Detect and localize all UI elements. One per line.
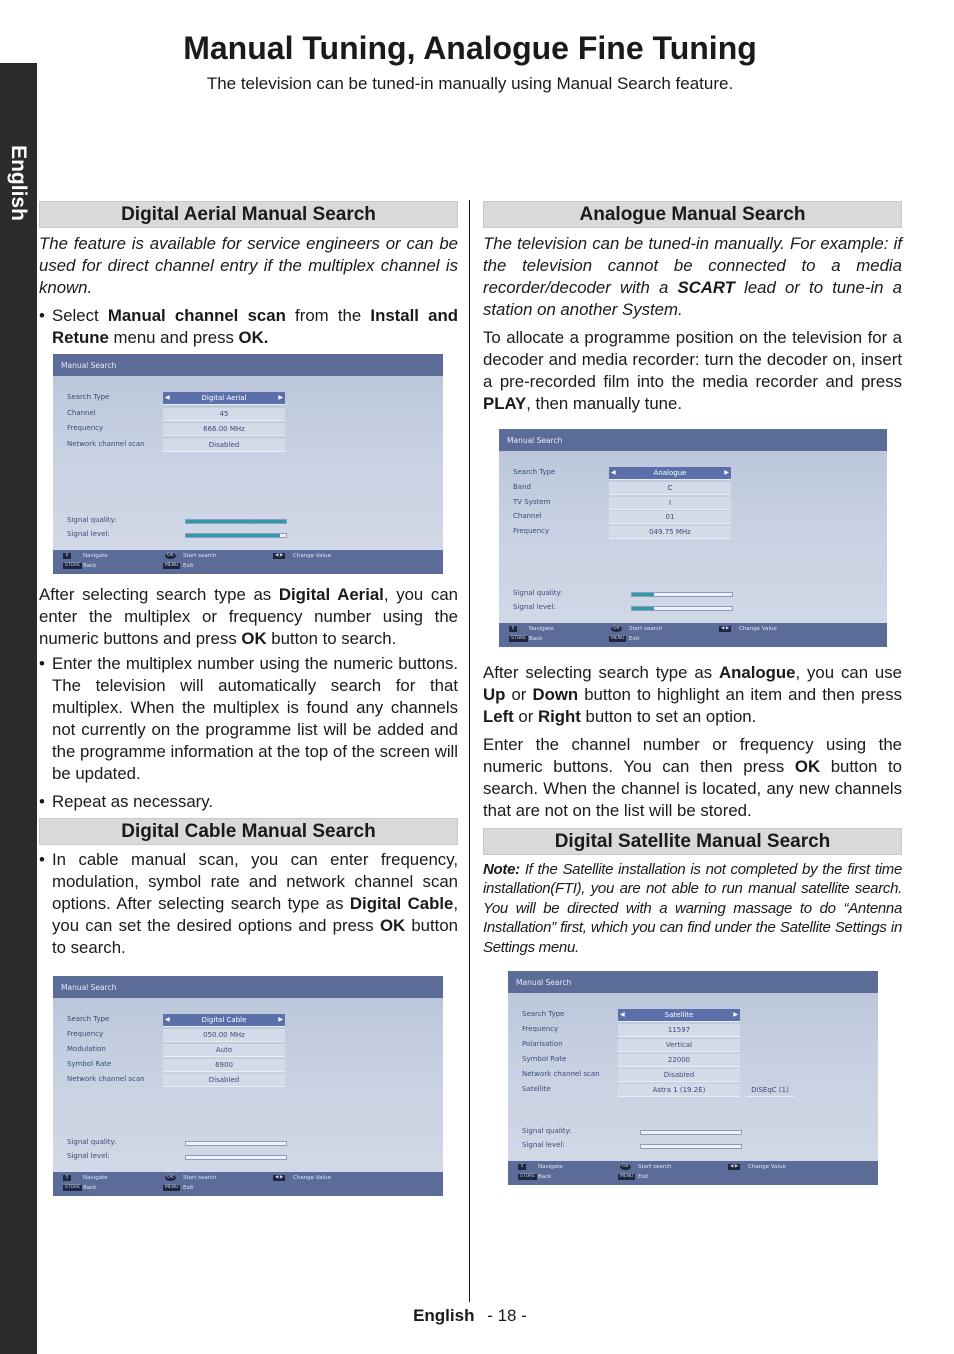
analogue-p2: To allocate a programme position on the television for a decoder and media recorder: turn the decoder on, insert a pre-recorded film into the media recorder and press PLAY, then manually tune. <box>483 328 902 413</box>
navigate-hint: Navigate <box>529 626 554 632</box>
screen-row-value[interactable]: I <box>609 497 731 510</box>
screen-row-label: Search Type <box>513 468 556 476</box>
navigate-icon: ⇕ <box>511 626 515 631</box>
back-hint: Back <box>83 563 97 569</box>
exit-key-icon: MENU <box>165 563 179 568</box>
screen-row-value[interactable]: Disabled <box>618 1069 740 1082</box>
aerial-bullet-2: • Enter the multiplex number using the numeric buttons. The television will automatically search for that multiplex. When the multiplex is found any channels not currently on the programme list will be added and the programme information at the top of the screen will be updated. <box>39 653 458 785</box>
exit-hint: Exit <box>638 1174 649 1180</box>
aerial-section-cont <box>39 584 458 813</box>
screen-row-value[interactable]: 11597 <box>618 1024 740 1037</box>
signal-quality-bar <box>640 1130 742 1135</box>
screen-row-label: Polarisation <box>522 1040 563 1048</box>
exit-hint: Exit <box>183 1185 194 1191</box>
signal-level-bar <box>640 1144 742 1149</box>
back-hint: Back <box>83 1185 97 1191</box>
screen-row-label: Network channel scan <box>522 1070 600 1078</box>
navigate-icon: ⇕ <box>65 1175 69 1180</box>
screen-row-label: TV System <box>513 497 551 506</box>
navigate-hint: Navigate <box>83 1175 108 1181</box>
screen-row-value[interactable]: C <box>609 482 731 495</box>
screen-row-label: Search Type <box>522 1010 565 1018</box>
exit-hint: Exit <box>629 636 640 642</box>
screen-title: Manual Search <box>499 429 887 451</box>
screen-title: Manual Search <box>53 354 443 376</box>
navigate-hint: Navigate <box>83 553 108 559</box>
change-value-hint: Change Value <box>739 626 777 632</box>
navigate-icon: ⇕ <box>520 1164 524 1169</box>
signal-quality-label: Signal quality: <box>67 1138 117 1146</box>
left-right-icon: ◀ ▶ <box>275 1175 284 1180</box>
language-tab <box>0 63 37 1354</box>
satellite-manual-search-screen <box>508 971 878 1185</box>
exit-key-icon: MENU <box>620 1174 634 1179</box>
analogue-section <box>483 201 902 415</box>
exit-key-icon: MENU <box>611 636 625 641</box>
screen-row-value[interactable]: 45 <box>163 408 285 421</box>
aerial-section <box>39 201 458 349</box>
screen-row-value[interactable]: 049.75 MHz <box>609 526 731 539</box>
change-value-hint: Change Value <box>748 1164 786 1170</box>
page-footer <box>0 1306 940 1326</box>
screen-row-label: Satellite <box>522 1085 551 1093</box>
back-key-icon: STORE <box>511 636 527 641</box>
screen-row-label: Band <box>513 482 531 491</box>
footer-page-number: - 18 - <box>487 1306 527 1325</box>
signal-quality-label: Signal quality: <box>513 589 563 597</box>
screen-row-value[interactable]: Disabled <box>163 1074 285 1087</box>
start-search-hint: Start search <box>629 626 663 632</box>
exit-key-icon: MENU <box>165 1185 179 1190</box>
signal-quality-bar <box>185 519 287 524</box>
satellite-section <box>483 828 902 957</box>
screen-footer <box>499 623 887 647</box>
change-value-hint: Change Value <box>293 553 331 559</box>
analogue-manual-search-screen <box>499 429 887 647</box>
signal-level-bar <box>631 606 733 611</box>
analogue-heading: Analogue Manual Search <box>483 201 902 228</box>
analogue-intro: The television can be tuned-in manually. For example: if the television cannot be connected to a media recorder/decoder with a SCART lead or to tune-in a station on another System. <box>483 234 902 319</box>
cable-manual-search-screen <box>53 976 443 1196</box>
screen-row-label: Network channel scan <box>67 1075 145 1083</box>
back-key-icon: STORE <box>65 563 81 568</box>
screen-row-label: Search Type <box>67 393 110 401</box>
cable-section <box>39 818 458 959</box>
page-subtitle: The television can be tuned-in manually using Manual Search feature. <box>206 74 734 93</box>
change-value-hint: Change Value <box>293 1175 331 1181</box>
screen-title: Manual Search <box>53 976 443 998</box>
signal-level-bar <box>185 533 287 538</box>
analogue-p4: Enter the channel number or frequency using the numeric buttons. You can then press OK button to search. When the channel is located, any new channels that are not on the list will be stored. <box>483 735 902 820</box>
exit-hint: Exit <box>183 563 194 569</box>
ok-key-icon: OK <box>167 553 174 558</box>
cable-bullet-1: • In cable manual scan, you can enter frequency, modulation, symbol rate and network channel scan options. After selecting search type as Digital Cable, you can set the desired options and press OK button to search. <box>39 849 458 959</box>
back-key-icon: STORE <box>520 1174 536 1179</box>
screen-title: Manual Search <box>508 971 878 993</box>
navigate-hint: Navigate <box>538 1164 563 1170</box>
screen-footer <box>53 550 443 574</box>
signal-level-label: Signal level: <box>67 530 110 538</box>
satellite-note: Note: If the Satellite installation is not completed by the first time installation(FTI), you are not able to run manual satellite search. You will be directed with a warning massage to do “Antenna Installation” first, which you can find under the Satellite Settings in Settings menu. <box>483 861 902 956</box>
signal-quality-bar <box>185 1141 287 1146</box>
screen-row-label: Search Type <box>67 1015 110 1023</box>
satellite-heading: Digital Satellite Manual Search <box>483 828 902 855</box>
start-search-hint: Start search <box>183 553 217 559</box>
screen-footer <box>508 1161 878 1185</box>
screen-row-value[interactable]: 22000 <box>618 1054 740 1067</box>
aerial-intro: The feature is available for service engineers or can be used for direct channel entry if the multiplex channel is known. <box>39 234 458 297</box>
signal-level-label: Signal level: <box>67 1152 110 1160</box>
left-right-icon: ◀ ▶ <box>275 553 284 558</box>
screen-row-value[interactable]: Auto <box>163 1044 285 1057</box>
screen-row-value[interactable]: Disabled <box>163 439 285 452</box>
page-title: Manual Tuning, Analogue Fine Tuning <box>183 30 757 66</box>
left-right-icon: ◀ ▶ <box>721 626 730 631</box>
screen-row-value[interactable]: 666.00 MHz <box>163 423 285 436</box>
screen-row-label: Frequency <box>67 1030 104 1038</box>
back-hint: Back <box>538 1174 552 1180</box>
screen-row-label: Symbol Rate <box>67 1060 112 1068</box>
ok-key-icon: OK <box>167 1175 174 1180</box>
screen-row-label: Network channel scan <box>67 439 145 448</box>
ok-key-icon: OK <box>613 626 620 631</box>
footer-language: English <box>413 1306 475 1325</box>
analogue-section-cont <box>483 662 902 822</box>
left-right-icon: ◀ ▶ <box>730 1164 739 1169</box>
screen-search-type-selector[interactable]: ◀ Digital Cable ▶ <box>163 1014 285 1027</box>
signal-level-label: Signal level: <box>522 1141 565 1149</box>
screen-diseqc-value[interactable]: DiSEqC (1) <box>746 1084 794 1097</box>
screen-row-value[interactable]: Vertical <box>618 1039 740 1052</box>
screen-search-type-selector[interactable]: ◀ Analogue ▶ <box>609 467 731 480</box>
aerial-after-text: After selecting search type as Digital Aerial, you can enter the multiplex or frequency number using the numeric buttons and press OK button to search. <box>39 585 458 648</box>
screen-row-value[interactable]: 01 <box>609 511 731 524</box>
column-divider <box>469 200 470 1302</box>
screen-row-label: Frequency <box>67 424 104 432</box>
aerial-bullet-3: • Repeat as necessary. <box>39 791 458 813</box>
aerial-manual-search-screen <box>53 354 443 574</box>
screen-row-value[interactable]: 6900 <box>163 1059 285 1072</box>
signal-quality-label: Signal quality: <box>67 516 117 524</box>
analogue-p3: After selecting search type as Analogue, you can use Up or Down button to highlight an item and then press Left or Right button to set an option. <box>483 663 902 726</box>
start-search-hint: Start search <box>183 1175 217 1181</box>
screen-footer <box>53 1172 443 1196</box>
signal-quality-bar <box>631 592 733 597</box>
screen-row-label: Channel <box>513 512 542 521</box>
screen-row-value[interactable]: 050.00 MHz <box>163 1029 285 1042</box>
ok-key-icon: OK <box>622 1164 629 1169</box>
screen-search-type-selector[interactable]: ◀ Digital Aerial ▶ <box>163 392 285 405</box>
signal-level-label: Signal level: <box>513 603 556 611</box>
aerial-bullet-1: • Select Manual channel scan from the Install and Retune menu and press OK. <box>39 305 458 349</box>
screen-row-label: Modulation <box>67 1045 106 1053</box>
screen-row-label: Channel <box>67 408 96 417</box>
signal-level-bar <box>185 1155 287 1160</box>
screen-row-label: Symbol Rate <box>522 1055 567 1063</box>
back-key-icon: STORE <box>65 1185 81 1190</box>
start-search-hint: Start search <box>638 1164 672 1170</box>
screen-row-label: Frequency <box>522 1025 559 1033</box>
screen-row-value[interactable]: Astra 1 (19.2E) <box>618 1084 740 1097</box>
screen-row-label: Frequency <box>513 527 550 536</box>
cable-heading: Digital Cable Manual Search <box>39 818 458 845</box>
signal-quality-label: Signal quality: <box>522 1127 572 1135</box>
screen-search-type-selector[interactable]: ◀ Satellite ▶ <box>618 1009 740 1022</box>
language-tab-label: English <box>7 145 30 221</box>
back-hint: Back <box>529 636 543 642</box>
navigate-icon: ⇕ <box>65 553 69 558</box>
aerial-heading: Digital Aerial Manual Search <box>39 201 458 228</box>
